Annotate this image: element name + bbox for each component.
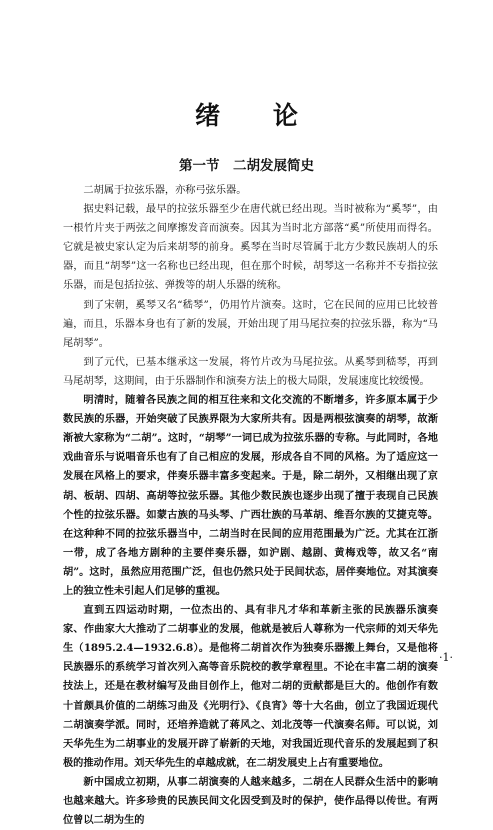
- paragraph: 到了元代，已基本继承这一发展，将竹片改为马尾拉弦。从奚琴到嵇琴，再到马尾胡琴，这期间，由于乐器制作和演奏方法上的极大局限，发展速度比较缓慢。: [63, 356, 438, 387]
- page-number: ·1·: [439, 651, 453, 664]
- chapter-title: 绪 论: [195, 101, 320, 130]
- paragraph: 到了宋朝，奚琴又名“嵇琴”，仍用竹片演奏。这时，它在民间的应用已比较普遍，而且，乐器本身也有了新的发展，开始出现了用马尾拉奏的拉弦乐器，称为“马尾胡琴”。: [63, 299, 438, 349]
- body-text: [63, 181, 438, 830]
- paragraph: 二胡属于拉弦乐器，亦称弓弦乐器。: [83, 185, 247, 196]
- paragraph: 据史料记载，最早的拉弦乐器至少在唐代就已经出现。当时被称为“奚琴”，由一根竹片夹于两弦之间摩擦发音而演奏。因其为当时北方部落“奚”所使用而得名。它就是被史家认定为后来胡琴的前身。奚琴在当时尽管属于北方少数民族胡人的乐器，而且“胡琴”这一名称也已经出现，但在那个时候，胡琴这一名称并不专指拉弦乐器，而是包括拉弦、弹拨等的胡人乐器的统称。: [63, 204, 438, 292]
- paragraph: 明清时，随着各民族之间的相互往来和文化交流的不断增多，许多原本属于少数民族的乐器，开始突破了民族界限为大家所共有。因是两根弦演奏的胡琴，故渐渐被大家称为“二胡”。这时，“胡琴”一词已成为拉弦乐器的专称。与此同时，各地戏曲音乐与说唱音乐也有了自己相应的发展，形成各自不同的风格。为了适应这一发展在风格上的要求，伴奏乐器丰富多变起来。于是，除二胡外，又相继出现了京胡、板胡、四胡、高胡等拉弦乐器。其他少数民族也逐步出现了擅于表现自己民族个性的拉弦乐器。如蒙古族的马头琴、广西壮族的马革胡、维吾尔族的艾捷克等。在这种种不同的拉弦乐器当中，二胡当时在民间的应用范围最为广泛。尤其在江浙一带，成了各地方剧种的主要伴奏乐器，如沪剧、越剧、黄梅戏等，故又名“南胡”。这时，虽然应用范围广泛，但也仍然只处于民间状态，居伴奏地位。对其演奏上的独立性未引起人们足够的重视。: [63, 394, 438, 597]
- section-heading: 第一节 二胡发展简史: [179, 158, 314, 174]
- paragraph: 新中国成立初期，从事二胡演奏的人越来越多，二胡在人民群众生活中的影响也越来越大。许多珍贵的民族民间文化因受到及时的保护，使作品得以传世。有两位曾以二胡为生的: [63, 775, 438, 827]
- paragraph: 直到五四运动时期，一位杰出的、具有非凡才华和革新主张的民族器乐演奏家、作曲家大大推动了二胡事业的发展，他就是被后人尊称为一代宗师的刘天华先生（1895.2.4—1932.6.8）。是他将二胡首次作为独奏乐器搬上舞台，又是他将民族器乐的系统学习首次列入高等音乐院校的教学章程里。不论在丰富二胡的演奏技法上，还是在教材编写及曲目创作上，他对二胡的贡献都是巨大的。他创作有数十首颇具价值的二胡练习曲及《光明行》、《良宵》等十大名曲，创立了我国近现代二胡演奏学派。同时，还培养造就了蒋风之、刘北茂等一代演奏名师。可以说，刘天华先生为二胡事业的发展开辟了崭新的天地，对我国近现代音乐的发展起到了积极的推动作用。刘天华先生的卓越成就，在二胡发展史上占有重要地位。: [63, 604, 438, 769]
